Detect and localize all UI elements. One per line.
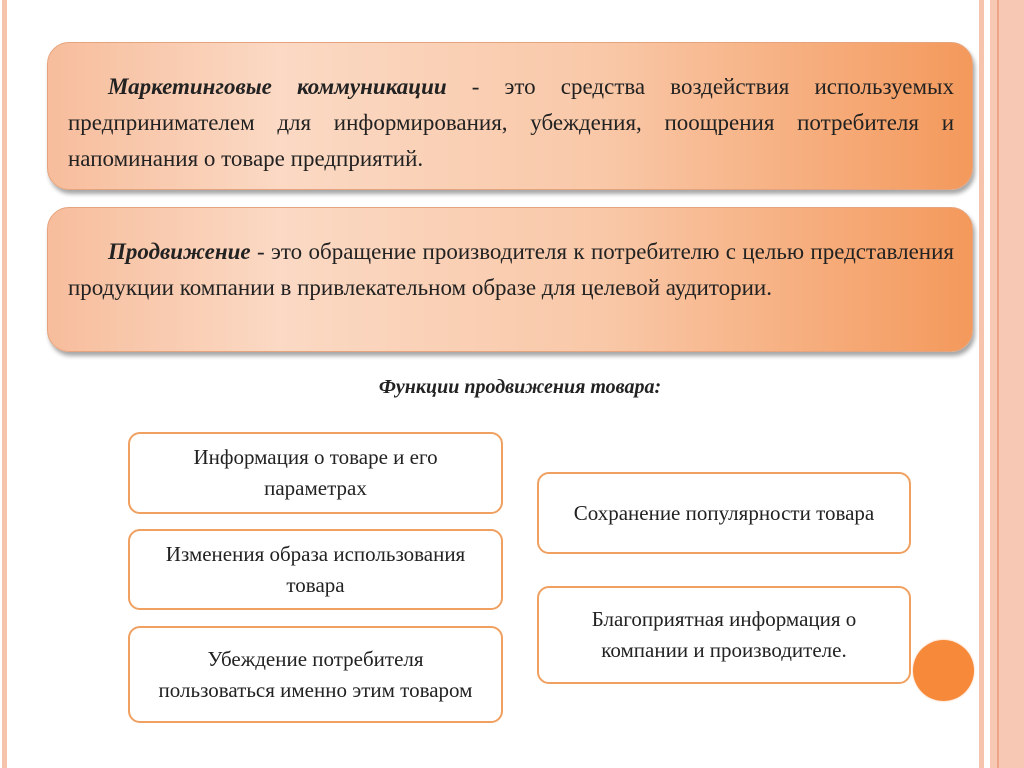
function-box: Сохранение популярности товара [537,472,911,554]
definition-text: - это средства воздействия используемых предпринимателем для информирования, убеждения, поощрения потребителя и напоминания о товаре предприятий. [68,74,954,171]
definition-text: - это обращение производителя к потребителю с целью представления продукции компании в привлекательном образе для целевой аудитории. [68,239,954,300]
function-box: Информация о товаре и его параметрах [128,432,503,514]
definition-marketing-communications [47,42,973,190]
functions-title: Функции продвижения товара: [378,376,662,398]
definition-term: Продвижение [108,239,251,264]
function-box: Убеждение потребителя пользоваться именно этим товаром [128,626,503,723]
definition-term: Маркетинговые коммуникации [108,74,447,99]
definition-promotion [47,207,973,352]
function-box: Благоприятная информация о компании и производителе. [537,586,911,684]
decorative-circle [913,640,974,701]
function-box: Изменения образа использования товара [128,529,503,610]
